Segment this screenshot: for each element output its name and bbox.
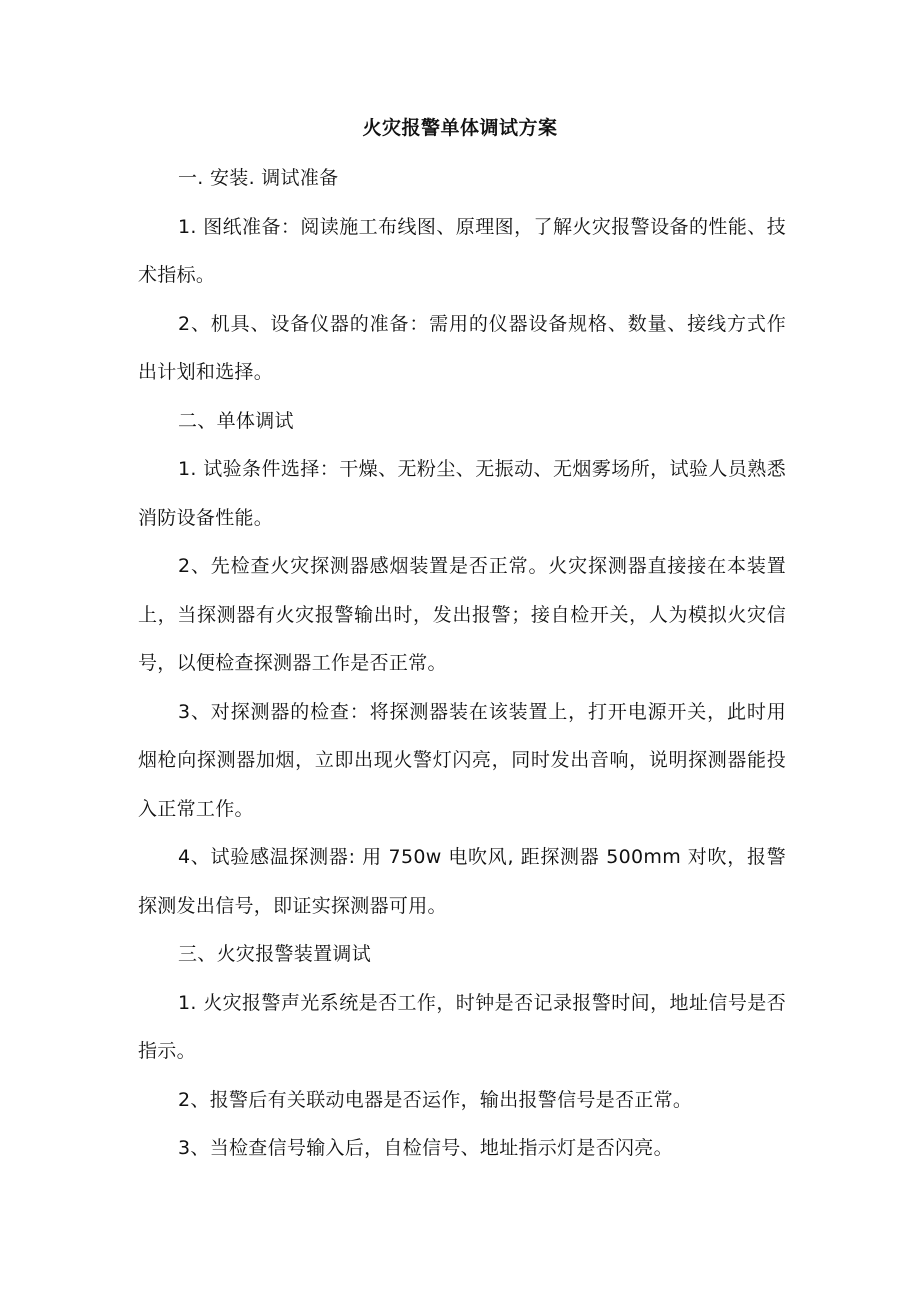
paragraph-sound-light-system: 1. 火灾报警声光系统是否工作，时钟是否记录报警时间，地址信号是否指示。 bbox=[138, 991, 786, 1062]
paragraph-detector-inspection: 3、对探测器的检查：将探测器装在该装置上，打开电源开关，此时用烟枪向探测器加烟，立即出现火警灯闪亮，同时发出音响，说明探测器能投入正常工作。 bbox=[138, 700, 786, 820]
paragraph-smoke-detector-check: 2、先检查火灾探测器感烟装置是否正常。火灾探测器直接接在本装置上，当探测器有火灾报警输出时，发出报警；接自检开关，人为模拟火灾信号，以便检查探测器工作是否正常。 bbox=[138, 555, 786, 674]
paragraph-heat-detector-test: 4、试验感温探测器: 用 750w 电吹风, 距探测器 500mm 对吹，报警探测发出信号，即证实探测器可用。 bbox=[138, 846, 786, 917]
paragraph-linkage-output: 2、报警后有关联动电器是否运作，输出报警信号是否正常。 bbox=[178, 1088, 693, 1111]
document-title: 火灾报警单体调试方案 bbox=[362, 117, 558, 139]
document-body bbox=[138, 154, 786, 1173]
section-heading-alarm-device-debugging: 三、火灾报警装置调试 bbox=[178, 943, 372, 965]
section-heading-unit-debugging: 二、单体调试 bbox=[178, 409, 294, 432]
paragraph-equipment-preparation: 2、机具、设备仪器的准备：需用的仪器设备规格、数量、接线方式作出计划和选择。 bbox=[138, 312, 786, 383]
paragraph-self-check-signal: 3、当检查信号输入后，自检信号、地址指示灯是否闪亮。 bbox=[178, 1137, 673, 1159]
section-heading-preparation: 一. 安装. 调试准备 bbox=[178, 167, 339, 189]
paragraph-test-conditions: 1. 试验条件选择：干燥、无粉尘、无振动、无烟雾场所，试验人员熟悉消防设备性能。 bbox=[138, 458, 786, 529]
paragraph-drawing-preparation: 1. 图纸准备：阅读施工布线图、原理图，了解火灾报警设备的性能、技术指标。 bbox=[138, 215, 786, 286]
